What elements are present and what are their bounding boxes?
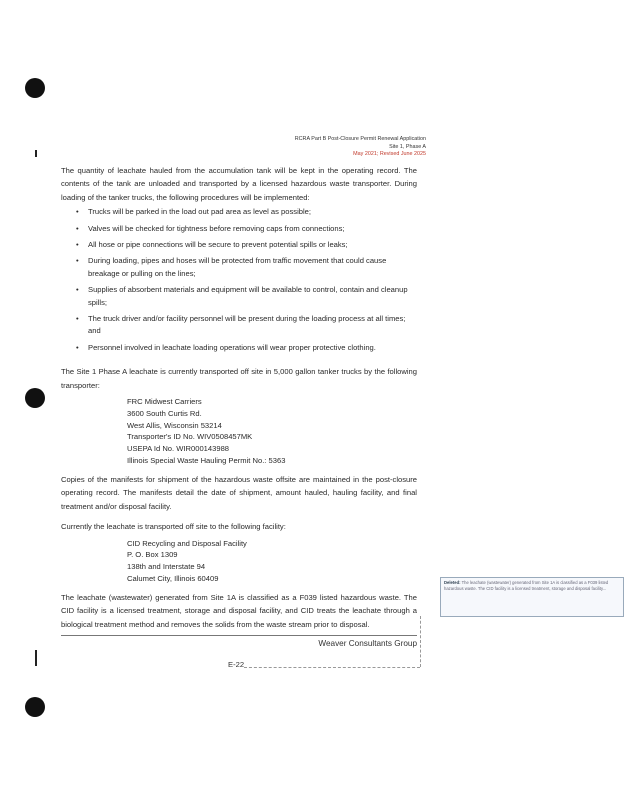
binder-hole-middle [25,388,45,408]
list-item: • Supplies of absorbent materials and equipment will be available to control, contain and cleanup spills; [76,285,408,307]
transporter-address [127,396,417,467]
comment-connector [420,616,421,667]
address-line: P. O. Box 1309 [127,550,178,560]
document-body [61,164,417,631]
list-item: • During loading, pipes and hoses will be protected from traffic movement that could cause breakage or pulling on the lines; [76,256,387,278]
bullet-icon: • [76,342,79,352]
procedure-list [61,206,417,354]
document-header [295,136,426,159]
address-line: Transporter's ID No. WIV0508457MK [127,432,253,442]
footer-company: Weaver Consultants Group [318,639,417,648]
list-item: • Trucks will be parked in the load out pad area as level as possible; [61,206,417,218]
bullet-icon: • [76,223,79,233]
paragraph: Currently the leachate is transported off site to the following facility: [61,522,286,532]
header-title: RCRA Part B Post-Closure Permit Renewal Application [294,136,426,142]
facility-address [127,538,417,585]
bullet-icon: • [76,285,79,295]
bullet-icon: • [76,207,79,217]
comment-text: The leachate (wastewater) generated from Site 1A is classified as a F039 listed hazardous waste. The CID facility is a licensed treatment, storage and disposal facility... [444,580,609,591]
paragraph: Copies of the manifests for shipment of the hazardous waste offsite are maintained in the post-closure operating record. The manifests detail the date of shipment, amount hauled, hauling facility, and final treatment and/or disposal facility. [61,474,417,511]
address-line: 3600 South Curtis Rd. [127,408,202,418]
list-item: • All hose or pipe connections will be secure to prevent potential spills or leaks; [61,239,417,251]
header-site: Site 1, Phase A [389,143,426,150]
paragraph: The leachate (wastewater) generated from Site 1A is classified as a F039 listed hazardous waste. The CID facility is a licensed treatment, storage and disposal facility, and CID treats the leachate through a biological treatment method and removes the solids from the waste stream prior to disposal. [61,592,417,629]
footer-divider [61,635,417,636]
margin-mark [35,650,37,666]
list-item: • Valves will be checked for tightness before removing caps from connections; [61,223,417,235]
header-revision: May 2021; Revised June 2025 [353,151,426,158]
binder-hole-top [25,78,45,98]
page-number: E-22 [228,660,245,669]
list-item: • The truck driver and/or facility personnel will be present during the loading process at all times; and [76,314,406,336]
bullet-icon: • [76,256,79,266]
address-line: Illinois Special Waste Hauling Permit No.: 5363 [127,456,286,466]
comment-connector [244,667,420,668]
address-line: West Allis, Wisconsin 53214 [127,420,222,430]
bullet-icon: • [76,314,79,324]
address-line: FRC Midwest Carriers [127,397,202,407]
address-line: CID Recycling and Disposal Facility [127,538,247,548]
scan-artifact [0,0,200,8]
address-line: Calumet City, Illinois 60409 [127,573,219,583]
list-item: • Personnel involved in leachate loading operations will wear proper protective clothing. [61,342,417,354]
margin-mark [35,150,37,157]
paragraph: The quantity of leachate hauled from the accumulation tank will be kept in the operating record. The contents of the tank are unloaded and transported by a licensed hazardous waste transporter. During loading of the tanker trucks, the following procedures will be implemented: [61,166,417,202]
paragraph: The Site 1 Phase A leachate is currently transported off site in 5,000 gallon tanker trucks by the following transporter: [61,367,417,390]
address-line: USEPA Id No. WIR000143988 [127,444,230,454]
comment-label: Deleted: [444,580,461,585]
tracked-change-balloon[interactable] [440,577,624,617]
address-line: 138th and Interstate 94 [127,562,206,572]
binder-hole-bottom [25,697,45,717]
bullet-icon: • [76,240,79,250]
